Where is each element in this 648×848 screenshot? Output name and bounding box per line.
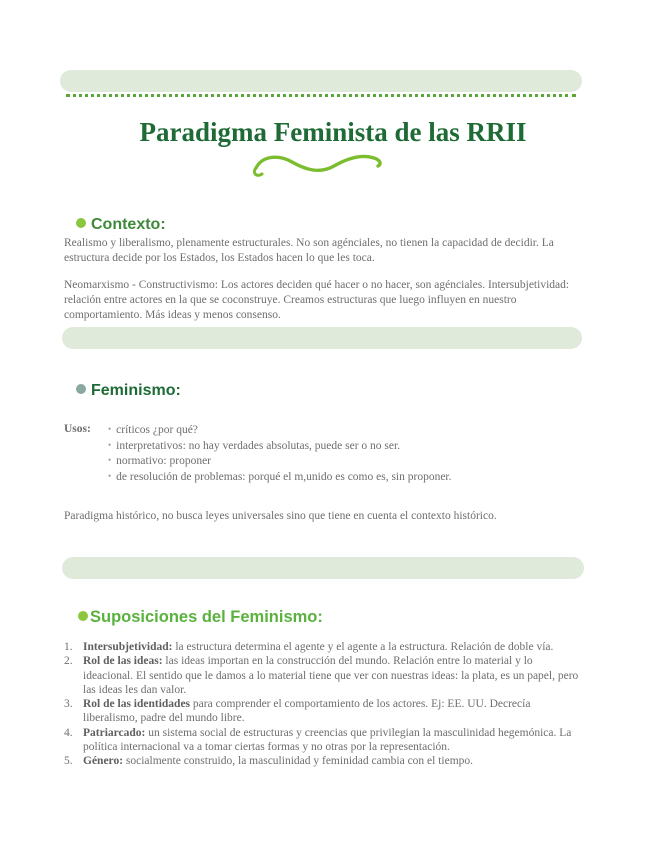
- dotted-divider: [66, 94, 576, 97]
- list-item: • normativo: proponer: [108, 453, 452, 469]
- list-item: 4. Patriarcado: un sistema social de estructuras y creencias que privilegian la masculinidad hegemónica. La política internacional va a tomar ciertas formas y no otras por la representación.: [64, 726, 572, 754]
- list-item: 2. Rol de las ideas: las ideas importan en la construcción del mundo. Relación entre lo material y lo ideacional. El sentido que le damos a lo material tiene que ver con nuestras ideas: la plata, es un papel, pero las ideas les dan valor.: [64, 655, 579, 696]
- list-item: 1. Intersubjetividad: la estructura determina el agente y el agente a la estructura. Relación de doble vía.: [64, 641, 554, 653]
- section-band: [62, 327, 582, 349]
- section-band: [62, 557, 584, 579]
- contexto-paragraph-2: Neomarxismo - Constructivismo: Los actores deciden qué hacer o no hacer, son agénciales. Intersubjetividad: relación entre actores en la que se coconstruye. Creamos estructuras que luego influyen en nuestro comportamiento. Más ideas y menos consenso.: [64, 279, 570, 321]
- usos-label: Usos:: [64, 423, 91, 435]
- section-heading-contexto: Contexto:: [76, 216, 166, 234]
- list-item: 5. Género: socialmente construido, la masculinidad y feminidad cambia con el tiempo.: [64, 755, 474, 768]
- bullet-icon: [78, 611, 88, 621]
- list-item: • críticos ¿por qué?: [108, 422, 452, 438]
- section-heading-feminismo: Feminismo:: [76, 382, 181, 400]
- bullet-icon: [76, 384, 86, 394]
- feminismo-paragraph: Paradigma histórico, no busca leyes universales sino que tiene en cuenta el contexto histórico.: [64, 510, 497, 522]
- page-title: Paradigma Feminista de las RRII: [139, 117, 527, 147]
- list-item: 3. Rol de las identidades para comprender el comportamiento de los actores. Ej: EE. UU. Decrecía liberalismo, padre del mundo libre.: [64, 698, 531, 725]
- suposiciones-list: [64, 640, 584, 769]
- usos-list: [108, 422, 452, 484]
- list-item: • interpretativos: no hay verdades absolutas, puede ser o no ser.: [108, 438, 452, 454]
- list-item: • de resolución de problemas: porqué el m,unido es como es, sin proponer.: [108, 469, 452, 485]
- contexto-paragraph-1: Realismo y liberalismo, plenamente estructurales. No son agénciales, no tienen la capacidad de decidir. La estructura decide por los Estados, los Estados hacen lo que les toca.: [64, 237, 554, 264]
- section-heading-suposiciones: Suposiciones del Feminismo:: [78, 608, 323, 627]
- header-band: [60, 70, 582, 92]
- swirl-ornament-icon: [248, 148, 388, 180]
- bullet-icon: [76, 218, 86, 228]
